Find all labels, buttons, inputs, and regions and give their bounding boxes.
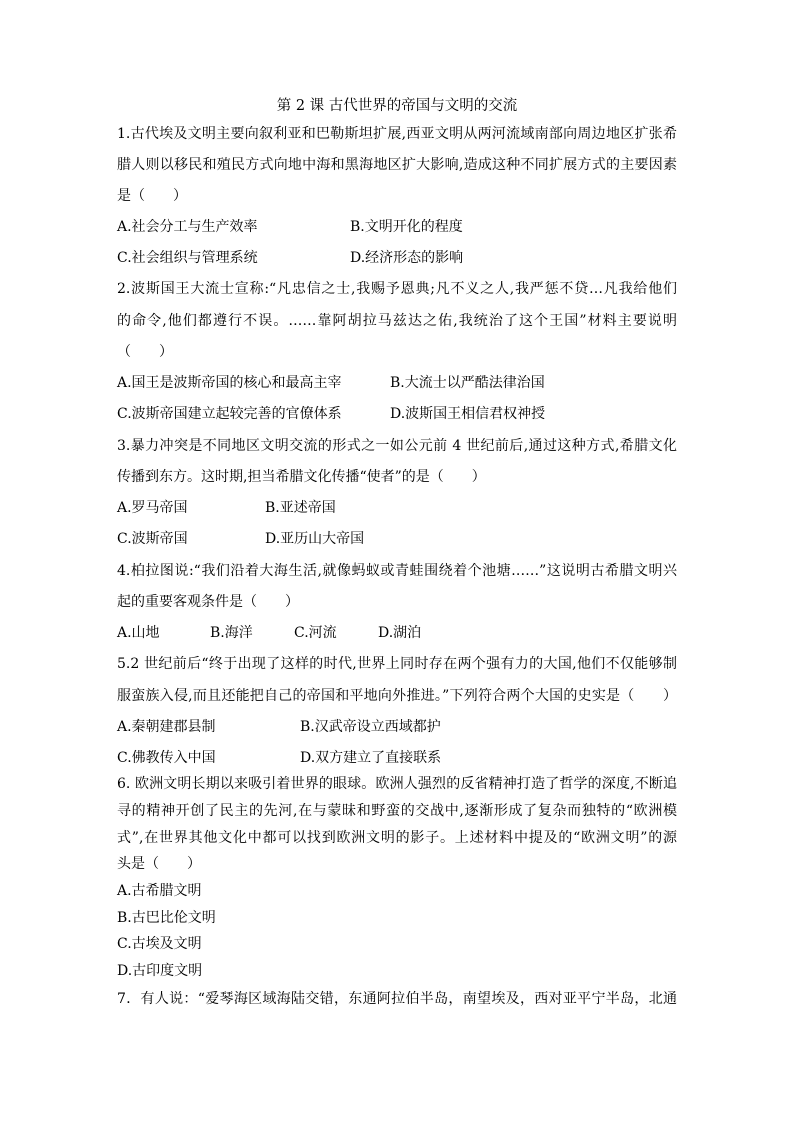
q6-option-c: C.古埃及文明 [117,936,202,952]
q2-line-1: 2.波斯国王大流士宣称:“凡忠信之士,我赐予恩典;凡不义之人,我严惩不贷…凡我给他们 [117,281,677,297]
q5-line-2: 服蛮族入侵,而且还能把自己的帝国和平地向外推进。”下列符合两个大国的史实是（ ） [117,688,677,704]
q1-line-1: 1.古代埃及文明主要向叙利亚和巴勒斯坦扩展,西亚文明从两河流域南部向周边地区扩张希 [117,126,677,142]
q2-line-2: 的命令,他们都遵行不误。……靠阿胡拉马兹达之佑,我统治了这个王国”材料主要说明 [117,313,677,329]
q2-line-3: （ ） [117,344,173,360]
q5-option-a: A.秦朝建郡县制 [117,719,216,735]
q2-option-c: C.波斯帝国建立起较完善的官僚体系 [117,406,342,422]
q5-line-1: 5.2 世纪前后“终于出现了这样的时代,世界上同时存在两个强有力的大国,他们不仅能够制 [117,656,677,672]
q1-option-b: B.文明开化的程度 [350,219,463,235]
q2-option-a: A.国王是波斯帝国的核心和最高主宰 [117,375,342,391]
page-title: 第 2 课 古代世界的帝国与文明的交流 [276,98,518,114]
q6-option-a: A.古希腊文明 [117,883,202,899]
q5-option-d: D.双方建立了直接联系 [300,750,442,766]
q3-option-a: A.罗马帝国 [117,500,188,516]
q6-line-2: 寻的精神开创了民主的先河,在与蒙昧和野蛮的交战中,逐渐形成了复杂而独特的“欧洲模 [117,803,677,819]
q6-line-4: 头是（ ） [117,856,201,872]
q1-option-d: D.经济形态的影响 [350,250,464,266]
q1-line-3: 是（ ） [117,188,187,204]
q5-option-c: C.佛教传入中国 [117,750,216,766]
q6-option-d: D.古印度文明 [117,963,203,979]
q6-option-b: B.古巴比伦文明 [117,910,216,926]
q3-option-b: B.亚述帝国 [265,500,336,516]
q1-option-a: A.社会分工与生产效率 [117,219,258,235]
q4-option-d: D.湖泊 [378,625,422,641]
q3-option-d: D.亚历山大帝国 [265,531,365,547]
q4-option-a: A.山地 [117,625,160,641]
q6-line-3: 式”,在世界其他文化中都可以找到欧洲文明的影子。上述材料中提及的“欧洲文明”的源 [117,830,677,846]
q1-option-c: C.社会组织与管理系统 [117,250,258,266]
q6-line-1: 6. 欧洲文明长期以来吸引着世界的眼球。欧洲人强烈的反省精神打造了哲学的深度,不断追 [117,776,677,792]
q7-line-1: 7．有人说：“爱琴海区域海陆交错，东通阿拉伯半岛，南望埃及，西对亚平宁半岛，北通 [117,991,677,1007]
q4-option-c: C.河流 [294,625,337,641]
q1-line-2: 腊人则以移民和殖民方式向地中海和黑海地区扩大影响,造成这种不同扩展方式的主要因素 [117,157,677,173]
q4-option-b: B.海洋 [210,625,253,641]
q5-option-b: B.汉武帝设立西域都护 [300,719,441,735]
q4-line-2: 起的重要客观条件是（ ） [117,594,299,610]
q3-option-c: C.波斯帝国 [117,531,188,547]
q4-line-1: 4.柏拉图说:“我们沿着大海生活,就像蚂蚁或青蛙围绕着个池塘……”这说明古希腊文明兴 [117,563,677,579]
q3-line-1: 3.暴力冲突是不同地区文明交流的形式之一如公元前 4 世纪前后,通过这种方式,希腊文化 [117,438,677,454]
q2-option-b: B.大流士以严酷法律治国 [390,375,545,391]
q2-option-d: D.波斯国王相信君权神授 [390,406,546,422]
q3-line-2: 传播到东方。这时期,担当希腊文化传播“使者”的是（ ） [117,469,486,485]
